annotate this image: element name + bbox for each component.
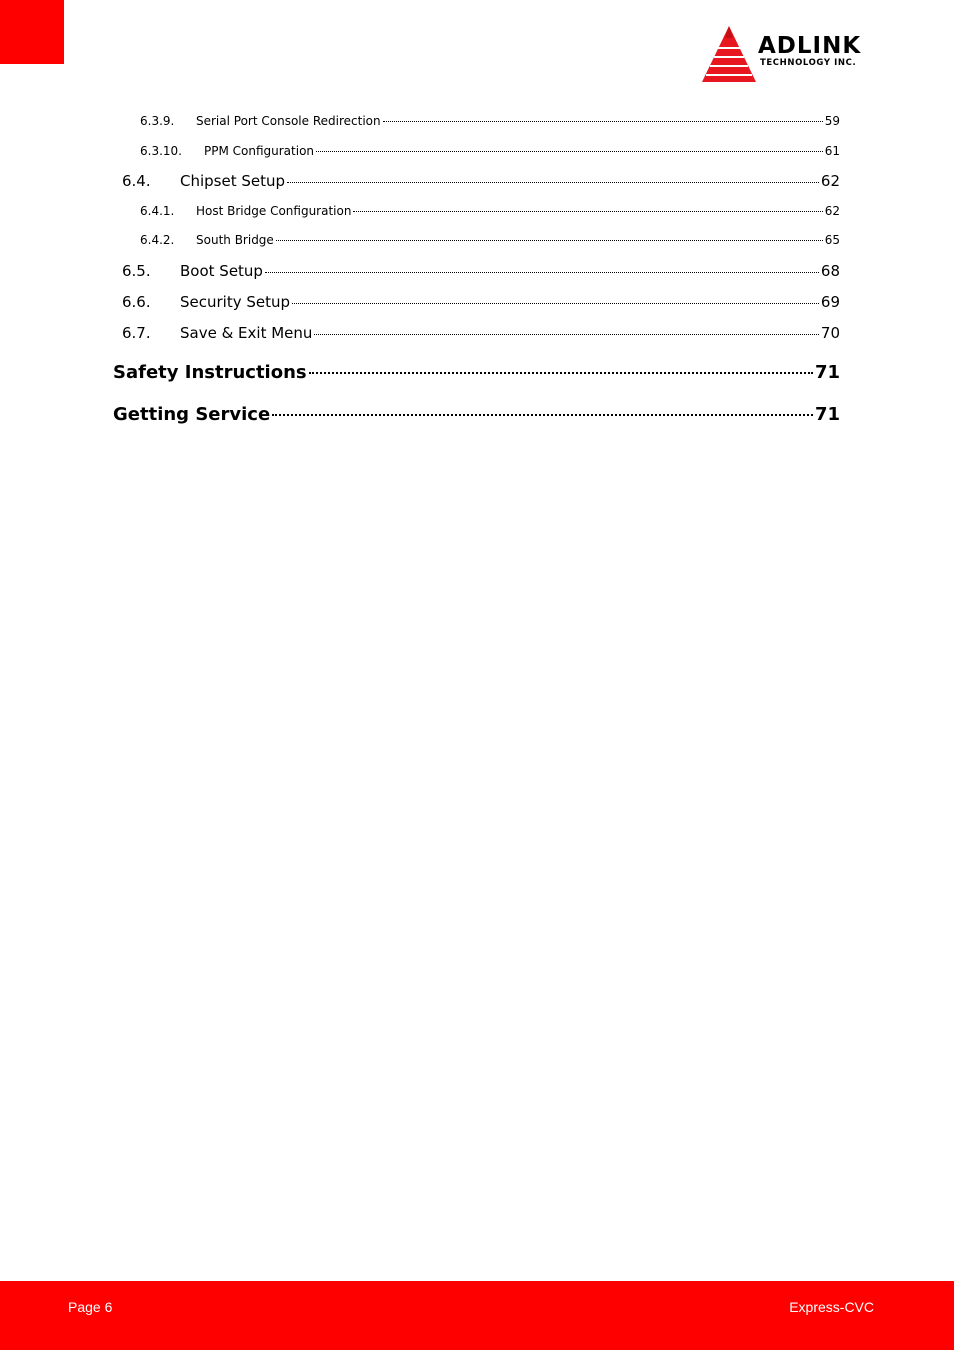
toc-leader (276, 240, 823, 241)
toc-entry-number: 6.5. (122, 262, 151, 280)
toc-leader (292, 303, 819, 304)
toc-entry-page: 69 (820, 293, 840, 311)
adlink-triangle-logo-icon (700, 24, 758, 86)
footer-product-name: Express-CVC (789, 1299, 874, 1315)
toc-entry-page: 62 (820, 172, 840, 190)
toc-entry-page: 68 (820, 262, 840, 280)
toc-leader (272, 414, 813, 416)
toc-entry-6-4-1[interactable] (140, 204, 840, 218)
footer-page-label: Page 6 (68, 1299, 113, 1315)
toc-entry-page: 65 (824, 233, 840, 247)
toc-entry-6-3-10[interactable] (140, 144, 840, 158)
toc-entry-title: Host Bridge Configuration (196, 204, 352, 218)
toc-entry-number: 6.4. (122, 172, 151, 190)
header-corner-block (0, 0, 64, 64)
toc-entry-6-6[interactable] (122, 293, 840, 311)
toc-entry-page: 61 (824, 144, 840, 158)
toc-entry-page: 70 (820, 324, 840, 342)
toc-entry-title: South Bridge (196, 233, 274, 247)
page-footer (0, 1281, 954, 1350)
toc-entry-page: 71 (814, 362, 840, 383)
toc-entry-getting-service[interactable] (113, 404, 840, 425)
toc-entry-number: 6.3.10. (140, 144, 182, 158)
toc-entry-number: 6.4.2. (140, 233, 175, 247)
toc-entry-6-5[interactable] (122, 262, 840, 280)
toc-leader (314, 334, 818, 335)
toc-entry-number: 6.3.9. (140, 114, 175, 128)
toc-entry-title: Getting Service (113, 404, 271, 425)
toc-entry-number: 6.7. (122, 324, 151, 342)
toc-entry-title: Chipset Setup (180, 172, 286, 190)
toc-entry-6-4[interactable] (122, 172, 840, 190)
toc-entry-6-3-9[interactable] (140, 114, 840, 128)
toc-leader (309, 372, 813, 374)
toc-leader (287, 182, 819, 183)
toc-entry-page: 62 (824, 204, 840, 218)
toc-leader (353, 211, 822, 212)
toc-entry-number: 6.4.1. (140, 204, 175, 218)
toc-entry-title: Safety Instructions (113, 362, 307, 383)
adlink-logo (700, 24, 890, 86)
toc-leader (265, 272, 819, 273)
toc-entry-6-7[interactable] (122, 324, 840, 342)
toc-entry-page: 59 (824, 114, 840, 128)
toc-entry-title: Serial Port Console Redirection (196, 114, 381, 128)
toc-entry-title: Boot Setup (180, 262, 263, 280)
toc-entry-6-4-2[interactable] (140, 233, 840, 247)
toc-entry-title: Save & Exit Menu (180, 324, 313, 342)
toc-entry-safety-instructions[interactable] (113, 362, 840, 383)
toc-entry-page: 71 (814, 404, 840, 425)
toc-leader (316, 151, 823, 152)
logo-subtitle: TECHNOLOGY INC. (760, 58, 857, 68)
logo-wordmark: ADLINK (758, 33, 862, 59)
toc-entry-number: 6.6. (122, 293, 151, 311)
toc-entry-title: PPM Configuration (204, 144, 315, 158)
toc-leader (383, 121, 823, 122)
toc-entry-title: Security Setup (180, 293, 291, 311)
